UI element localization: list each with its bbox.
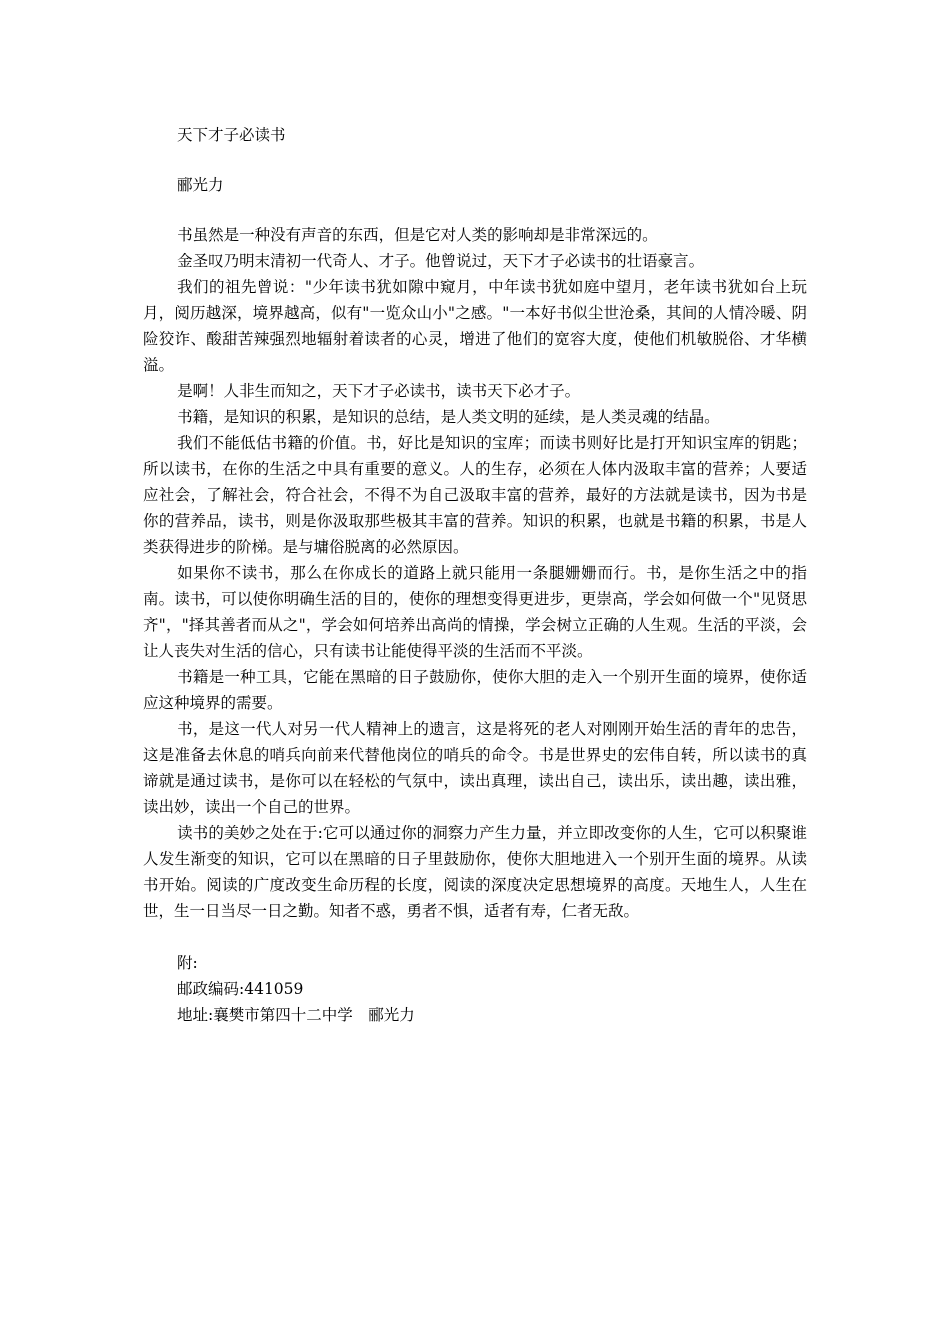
paragraph-7: 如果你不读书，那么在你成长的道路上就只能用一条腿姗姗而行。书，是你生活之中的指南。读书，可以使你明确生活的目的，使你的理想变得更进步，更崇高，学会如何做一个"见贤思齐"，"择其善者而从之"，学会如何培养出高尚的情操，学会树立正确的人生观。生活的平淡，会让人丧失对生活的信心，只有读书让能使得平淡的生活而不平淡。 <box>143 564 807 660</box>
paragraph-9: 书，是这一代人对另一代人精神上的遗言，这是将死的老人对刚刚开始生活的青年的忠告，这是准备去休息的哨兵向前来代替他岗位的哨兵的命令。书是世界史的宏伟自转，所以读书的真谛就是通过读书，是你可以在轻松的气氛中，读出真理，读出自己，读出乐，读出趣，读出雅，读出妙，读出一个自己的世界。 <box>143 720 807 816</box>
paragraph-8: 书籍是一种工具，它能在黑暗的日子鼓励你，使你大胆的走入一个别开生面的境界，使你适应这种境界的需要。 <box>143 668 807 712</box>
document-body <box>143 222 807 924</box>
address-line: 地址:襄樊市第四十二中学 郦光力 <box>177 1006 415 1024</box>
appendix <box>143 950 807 1028</box>
document-author: 郦光力 <box>177 176 224 194</box>
paragraph-4: 是啊！人非生而知之，天下才子必读书，读书天下必才子。 <box>177 382 581 400</box>
paragraph-6: 我们不能低估书籍的价值。书，好比是知识的宝库；而读书则好比是打开知识宝库的钥匙；所以读书，在你的生活之中具有重要的意义。人的生存，必须在人体内汲取丰富的营养；人要适应社会，了解社会，符合社会，不得不为自己汲取丰富的营养，最好的方法就是读书，因为书是你的营养品，读书，则是你汲取那些极其丰富的营养。知识的积累，也就是书籍的积累，书是人类获得进步的阶梯。是与墉俗脱离的必然原因。 <box>143 434 807 556</box>
paragraph-10: 读书的美妙之处在于:它可以通过你的洞察力产生力量，并立即改变你的人生，它可以积聚谁人发生渐变的知识，它可以在黑暗的日子里鼓励你，使你大胆地进入一个别开生面的境界。从读书开始。阅读的广度改变生命历程的长度，阅读的深度决定思想境界的高度。天地生人，人生在世，生一日当尽一日之勤。知者不惑，勇者不惧，适者有寿，仁者无敌。 <box>143 824 807 920</box>
document-title: 天下才子必读书 <box>177 126 286 144</box>
document-page <box>143 122 807 1028</box>
paragraph-2: 金圣叹乃明末清初一代奇人、才子。他曾说过，天下才子必读书的壮语豪言。 <box>177 252 705 270</box>
paragraph-1: 书虽然是一种没有声音的东西，但是它对人类的影响却是非常深远的。 <box>177 226 658 244</box>
paragraph-5: 书籍，是知识的积累，是知识的总结，是人类文明的延续，是人类灵魂的结晶。 <box>177 408 720 426</box>
paragraph-3: 我们的祖先曾说："少年读书犹如隙中窥月，中年读书犹如庭中望月，老年读书犹如台上玩月，阅历越深，境界越高，似有"一览众山小"之感。"一本好书似尘世沧桑，其间的人情冷暖、阴险狡诈、酸甜苦辣强烈地辐射着读者的心灵，增进了他们的宽容大度，使他们机敏脱俗、才华横溢。 <box>143 278 807 374</box>
postcode-line: 邮政编码:441059 <box>177 980 304 998</box>
appendix-heading: 附: <box>177 954 198 972</box>
